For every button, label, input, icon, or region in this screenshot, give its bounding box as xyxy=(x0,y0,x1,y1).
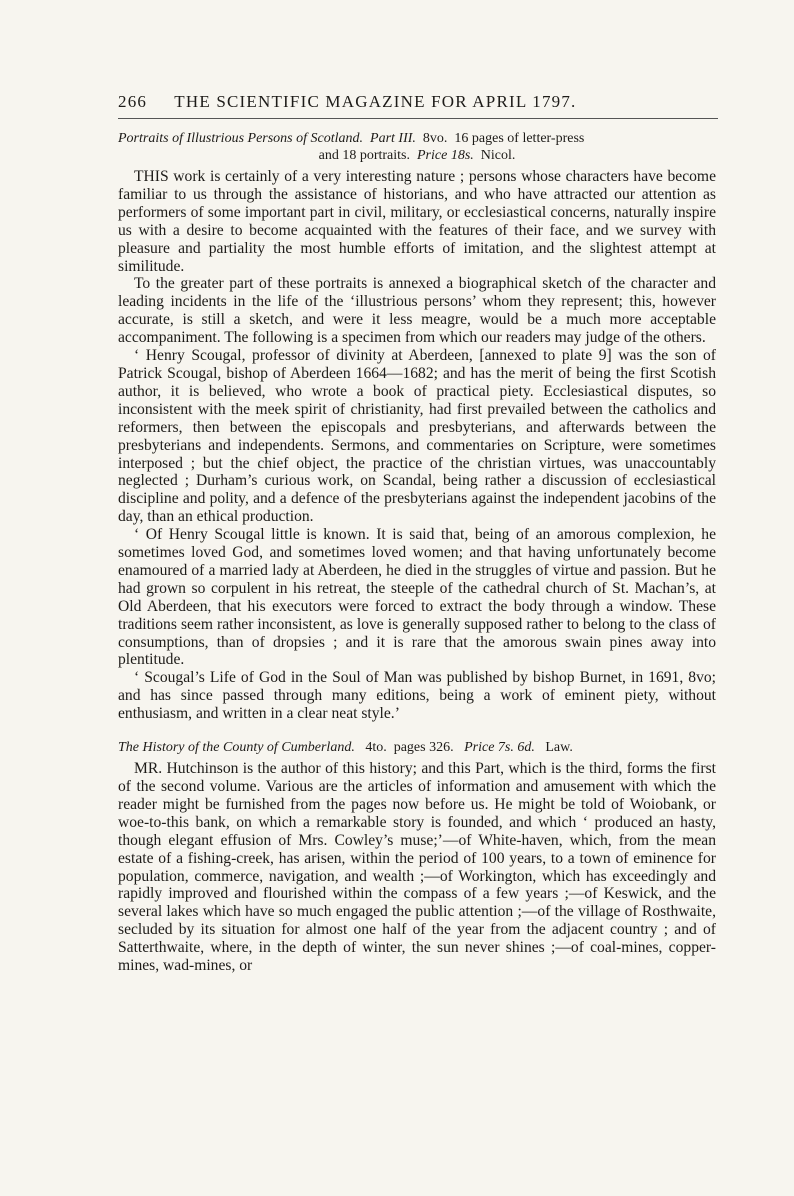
book-title: The History of the County of Cumberland. xyxy=(118,740,355,756)
book-portraits: and 18 portraits. xyxy=(318,148,410,163)
page-number: 266 xyxy=(118,92,148,111)
book-notice-1 xyxy=(118,130,716,164)
quoted-paragraph: ‘ Scougal’s Life of God in the Soul of Man was published by bishop Burnet, in 1691, 8vo; and has since passed through many editions, being a work of eminent piety, without enthusiasm, and written in a clear neat style.’ xyxy=(118,669,716,723)
book-price: Price 18s. xyxy=(417,148,474,163)
book-publisher: Law. xyxy=(545,740,573,756)
review-paragraph: THIS work is certainly of a very interesting nature ; persons whose characters have become familiar to us through the assistance of historians, and who have attracted our attention as performers of some important part in civil, military, or ecclesiastical concerns, naturally inspire us with a desire to become acquainted with the features of their face, and we survey with pleasure and partiality the most humble efforts of imitation, and the slightest attempt at similitude. xyxy=(118,168,716,275)
book-notice-2 xyxy=(118,739,716,756)
book-pages: pages 326. xyxy=(393,740,454,756)
book-price: Price 7s. 6d. xyxy=(464,740,535,756)
review-paragraph: MR. Hutchinson is the author of this history; and this Part, which is the third, forms the first of the second volume. Various are the articles of information and amusement with which the reader might be furnished from the pages now before us. He might be told of Woiobank, or woe-to-this bank, on which a remarkable story is founded, and which ‘ produced an hasty, though elegant effusion of Mrs. Cowley’s muse;’—of White-haven, which, from the mean estate of a fishing-creek, has arisen, within the period of 100 years, to a town of eminence for population, commerce, navigation, and wealth ;—of Workington, which has exceedingly and rapidly improved and flourished within the compass of a few years ;—of Keswick, and the several lakes which have so much engaged the public attention ;—of the village of Rosthwaite, secluded by its situation for almost one half of the year from the adjacent country ; and of Satterthwaite, where, in the depth of winter, the sun never shines ;—of coal-mines, copper-mines, wad-mines, or xyxy=(118,760,716,975)
quoted-paragraph: ‘ Of Henry Scougal little is known. It is said that, being of an amorous complexion, he sometimes loved God, and sometimes loved women; and that having unfortunately become enamoured of a married lady at Aberdeen, he died in the struggles of virtue and passion. But he had grown so corpulent in his retreat, the steeple of the cathedral church of St. Machan’s, at Old Aberdeen, that his executors were forced to extract the body through a window. These traditions seem rather inconsistent, as love is generally supposed rather to belong to the class of consumptions, than of dropsies ; and it is rare that the amorous swain pines away into plentitude. xyxy=(118,526,716,669)
book-format: 4to. xyxy=(365,740,387,756)
running-header xyxy=(118,92,718,119)
book-title: Portraits of Illustrious Persons of Scotland. xyxy=(118,131,364,146)
section-gap xyxy=(118,723,716,739)
book-pages: 16 pages of letter-press xyxy=(454,131,585,146)
book-publisher: Nicol. xyxy=(480,148,516,163)
book-part: Part III. xyxy=(370,131,416,146)
book-format: 8vo. xyxy=(422,131,448,146)
page-body xyxy=(118,130,716,975)
review-paragraph: To the greater part of these portraits is annexed a biographical sketch of the character and leading incidents in the life of the ‘illustrious persons’ whom they represent; this, however accurate, is still a sketch, and were it less meagre, would be a much more acceptable accompaniment. The following is a specimen from which our readers may judge of the others. xyxy=(118,275,716,347)
running-title: THE SCIENTIFIC MAGAZINE FOR APRIL 1797. xyxy=(174,92,577,111)
quoted-paragraph: ‘ Henry Scougal, professor of divinity at Aberdeen, [annexed to plate 9] was the son of Patrick Scougal, bishop of Aberdeen 1664—1682; and has the merit of being the first Scotish author, it is believed, who wrote a book of practical piety. Ecclesiastical disputes, so inconsistent with the meek spirit of christianity, had first prevailed between the catholics and reformers, then between the episcopals and presbyterians, and afterwards between the presbyterians and independents. Sermons, and commentaries on Scripture, were sometimes interposed ; but the chief object, the practice of the christian virtues, was unaccountably neglected ; Durham’s curious work, on Scandal, being rather a discussion of ecclesiastical discipline and polity, and a defence of the presbyterians against the independent jacobins of the day, than an ethical production. xyxy=(118,347,716,526)
